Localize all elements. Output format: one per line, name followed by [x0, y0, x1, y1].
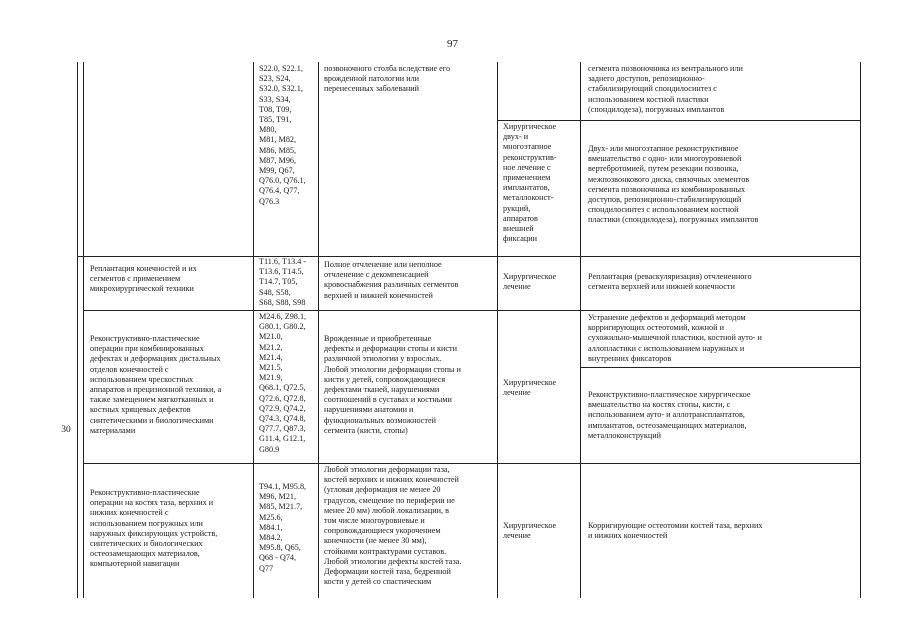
table-cell-codes: M24.6, Z98.1, G80.1, G80.2, M21.0, M21.2, M21.4, M21.5, M21.9, Q68.1, Q72.5, Q72.6, Q72.8, Q72.9, Q74.2, Q74.3, Q74.8, Q77.7, Q87.3, G11.4, G12.1, G80.9: [259, 312, 307, 454]
table-cell-name: Реконструктивно-пластические операции на костях таза, верхних и нижних конечностей с использованием погружных или наружных фиксирующих устройств, синтетических и биологических остеозамещающих материалов, компьютерной навигации: [90, 488, 218, 569]
table-cell-model: Любой этиологии деформации таза, костей верхних и нижних конечностей (угловая деформация не менее 20 градусов, смещение по периферии не менее 20 мм) любой локализации, в том числе многоуровневые и сопровождающиеся укорочением конечности (не менее 30 мм), стойкими контрактурами суставов. Любой этиологии дефекты костей таза. Деформации костей таза, бедренной кости у детей со спастическим: [324, 465, 462, 587]
table-cell-method: Устранение дефектов и деформаций методом корригирующих остеотомий, кожной и сухожильно-мышечной пластики, костной ауто- и аллопластики с использованием наружных и внутренних фиксаторов: [588, 313, 762, 363]
table-col-divider: [580, 62, 581, 598]
table-cell-method: Корригирующие остеотомии костей таза, верхних и нижних конечностей: [588, 521, 763, 541]
table-cell-codes: T94.1, M95.8, M96, M21, M85, M21.7, M25.6, M84.1, M84.2, M95.8, Q65, Q68 - Q74, Q77: [259, 482, 307, 573]
table-cell-codes: T11.6, T13.4 - T13.6, T14.5, T14.7, T05, S48, S58, S68, S88, S98: [259, 257, 307, 307]
table-cell-method: Двух- или многоэтапное реконструктивное вмешательство с одно- или многоуровневой вертебротомией, путем резекции позвонка, межпозвонкового диска, связочных элементов сегмента позвоночника из комбинированных доступов, репозиционно-стабилизирующий спондилосинтез с использованием костной пластики (спондилодеза), погружных имплантов: [588, 144, 759, 225]
table-cell-model: позвоночного столба вследствие его врожденной патологии или перенесенных заболеваний: [324, 64, 451, 94]
table-cell-treatment: Хирургическое лечение: [503, 521, 557, 541]
row-divider: [83, 310, 861, 311]
table-col-divider: [497, 62, 498, 598]
table-border-right: [860, 62, 861, 598]
table-col-divider: [253, 62, 254, 598]
table-cell-method: Реконструктивно-пластическое хирургическое вмешательство на костях стопы, кисти, с использованием ауто- и аллотрансплантатов, имплантатов, остеозамещающих материалов, металлоконструкций: [588, 390, 751, 440]
table-cell-method: сегмента позвоночника из вентрального или заднего доступов, репозиционно- стабилизирующий спондилосинтез с использованием костной пластики (спондилодеза), погружных имплантов: [588, 64, 743, 114]
table-col-divider: [318, 62, 319, 598]
table-border-left: [77, 62, 78, 598]
table-cell-name: Реплантация конечностей и их сегментов с применением микрохирургической техники: [90, 264, 197, 294]
row-divider: [77, 256, 861, 257]
row-divider: [83, 463, 861, 464]
row-divider: [497, 120, 861, 121]
row-divider: [580, 367, 861, 368]
table-cell-method: Реплантация (реваскуляризация) отчлененного сегмента верхней или нижней конечности: [588, 272, 752, 292]
table-cell-model: Полное отчленение или неполное отчленение с декомпенсацией кровоснабжения различных сегментов верхней и нижней конечностей: [324, 260, 459, 300]
table-cell-model: Врожденные и приобретенные дефекты и деформации стопы и кисти различной этиологии у взрослых. Любой этиологии деформации стопы и кисти у детей, сопровождающиеся дефектами тканей, нарушениями соотношений в суставах и костными нарушениями анатомии и функциональных возможностей сегмента (кисти, стопы): [324, 334, 461, 435]
table-cell-treatment: Хирургическое лечение: [503, 378, 557, 398]
table-cell-treatment: Хирургическое двух- и многоэтапное реконструктив- ное лечение с применением имплантатов, металлоконст- рукций, аппаратов внешней фиксации: [503, 122, 557, 244]
table-cell-name: Реконструктивно-пластические операции при комбинированных дефектах и деформациях дистальных отделов конечностей с использованием чрескостных аппаратов и прецизионной техники, а также замещением мягкотканных и костных хрящевых дефектов синтетическими и биологическими материалами: [90, 334, 222, 435]
table-cell-codes: S22.0, S22.1, S23, S24, S32.0, S32.1, S33, S34, T08, T09, T85, T91, M80, M81, M82, M86, M85, M87, M96, M99, Q67, Q76.0, Q76.1, Q76.4, Q77, Q76.3: [259, 64, 306, 206]
table-col-divider: [83, 62, 84, 598]
table-cell-number: 30: [61, 425, 71, 435]
page-number: 97: [447, 38, 458, 50]
table-cell-treatment: Хирургическое лечение: [503, 272, 557, 292]
